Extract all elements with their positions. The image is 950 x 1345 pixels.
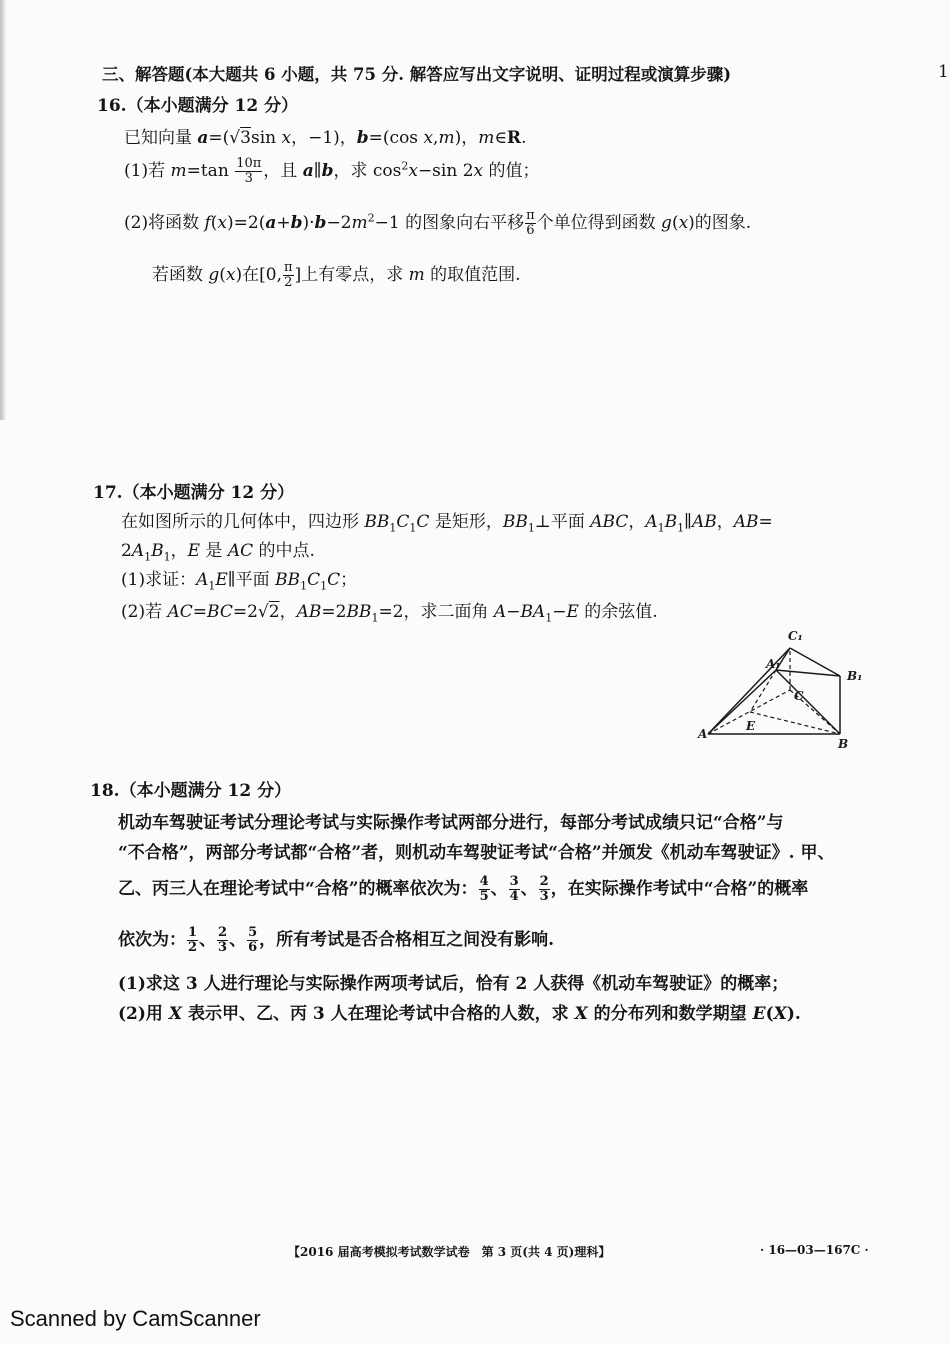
q18-stem-line3: 乙、丙三人在理论考试中“合格”的概率依次为： $\frac{4}{5}$ 、 $\frac{3}{4}$ 、 $\frac{2}{3}$ ，在实际操作考试中“合格”的概率 — [118, 874, 809, 904]
q18-stem-line4: 依次为： $\frac{1}{2}$ 、 $\frac{2}{3}$ 、 $\frac{5}{6}$ ，所有考试是否合格相互之间没有影响. — [118, 925, 555, 955]
edge-EB — [750, 712, 840, 734]
scan-edge-shadow — [0, 0, 6, 420]
q18-stem-line1: 机动车驾驶证考试分理论考试与实际操作考试两部分进行，每部分考试成绩只记“合格”与 — [118, 813, 784, 833]
label-A1: A₁ — [766, 657, 781, 671]
camscanner-watermark: Scanned by CamScanner — [10, 1306, 261, 1331]
footer-code: · 16—03—167C · — [760, 1243, 869, 1257]
label-A: A — [698, 727, 708, 741]
q17-part1: (1)求证：$A_1E\parallel$平面 $BB_1C_1C$； — [121, 570, 358, 593]
q16-part2b: 若函数 g(x)在[0, $\frac{\pi}{2}$ ]上有零点，求 m 的取值范围. — [152, 260, 521, 290]
q17-geometry-figure — [690, 620, 870, 760]
q17-stem-line2: $2A_1B_1$，E 是 AC 的中点. — [121, 541, 315, 564]
edge-A1A — [708, 670, 776, 734]
q18-part2: (2)用 X 表示甲、乙、丙 3 人在理论考试中合格的人数，求 X 的分布列和数学期望 E(X). — [118, 1004, 801, 1024]
q16-part2: (2)将函数 $f(x)=2(a+b)\cdot b-2m^2-1$ 的图象向右平移 $\frac{\pi}{6}$ 个单位得到函数 g(x)的图象. — [124, 208, 752, 238]
q18-stem-line2: “不合格”，两部分考试都“合格”者，则机动车驾驶证考试“合格”并颁发《机动车驾驶证》. 甲、 — [118, 843, 835, 863]
label-E: E — [746, 719, 756, 733]
page-edge-number: 1 — [938, 62, 949, 82]
label-B1: B₁ — [847, 669, 863, 683]
label-C: C — [794, 689, 804, 703]
label-B: B — [838, 737, 849, 751]
q17-title: 17.（本小题满分 12 分） — [93, 483, 295, 503]
q16-stem: 已知向量 a=(√3sin x，−1)，b=(cos x,m)，m∈R. — [124, 128, 527, 148]
q17-part2: (2)若 AC=BC=2√2，$AB=2BB_1=2$，求二面角 $A-BA_1-E$ 的余弦值. — [121, 602, 658, 625]
q18-title: 18.（本小题满分 12 分） — [90, 781, 292, 801]
label-C1: C₁ — [788, 629, 803, 643]
q17-stem-line1: 在如图所示的几何体中，四边形 $BB_1C_1C$ 是矩形，$BB_1\perp$平面 ABC，$A_1B_1\parallel AB$，AB= — [121, 512, 773, 535]
q16-title: 16.（本小题满分 12 分） — [97, 96, 299, 116]
q16-part1: (1)若 m=tan $\frac{10\pi}{3}$ ，且 a∥b，求 $\cos^2x-\sin$ 2x 的值； — [124, 156, 540, 186]
footer-title: 【2016 届高考模拟考试数学试卷 第 3 页(共 4 页)理科】 — [288, 1245, 611, 1259]
edge-A1B — [776, 670, 840, 734]
section-header: 三、解答题(本大题共 6 小题，共 75 分. 解答应写出文字说明、证明过程或演算步骤) — [102, 65, 732, 84]
q18-part1: (1)求这 3 人进行理论与实际操作两项考试后，恰有 2 人获得《机动车驾驶证》的概率； — [118, 974, 789, 994]
